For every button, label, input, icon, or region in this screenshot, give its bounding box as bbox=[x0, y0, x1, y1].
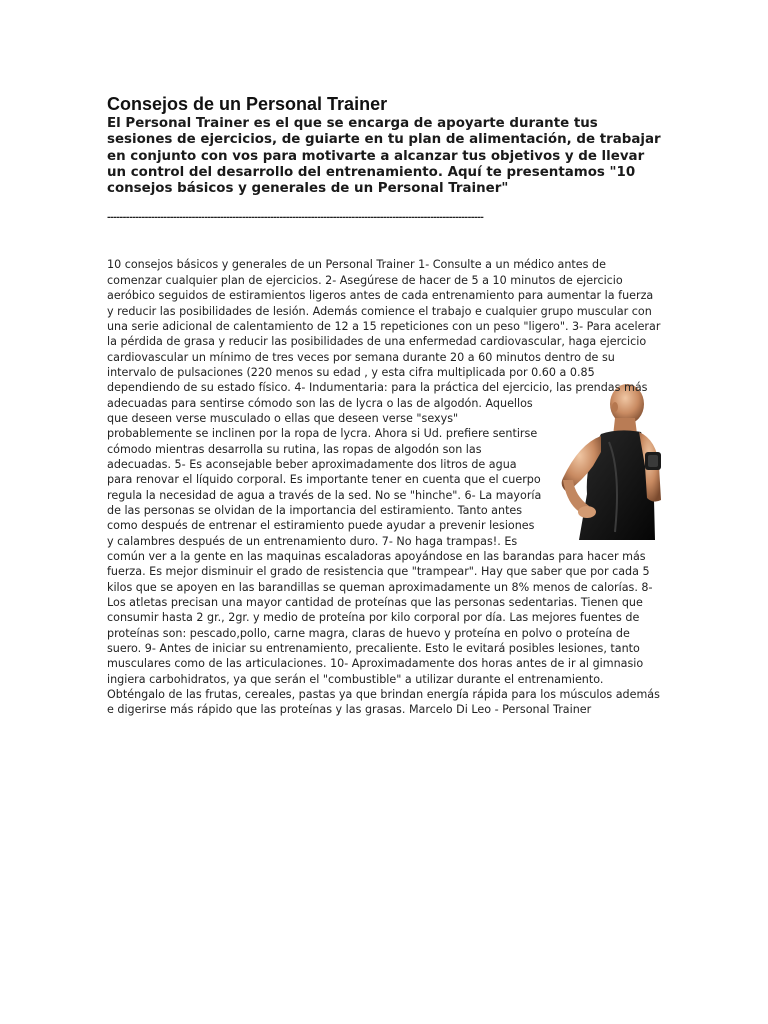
article-body bbox=[107, 257, 663, 717]
document-page bbox=[107, 93, 663, 718]
athlete-photo bbox=[549, 382, 677, 542]
body-text-part-1: 10 consejos básicos y generales de un Personal Trainer 1- Consulte a un médico antes de comenzar cualquier plan de ejercicios. 2- Asegúrese de hacer de 5 a 10 minutos de ejercicio aeróbico seguidos de estiramientos ligeros antes de cada entrenamiento para aumentar la fuerza y reducir las posibilidades de lesión. Además comience el trabajo e cualquier grupo muscular con una serie adicional de calentamiento de 12 a 15 repeticiones con un peso "ligero". 3- Para acelerar la pérdida de grasa y reducir las posibilidades de una enfermedad cardiovascular, haga ejercicio cardiovascular un mínimo de tres veces por semana durante 20 a 60 minutos dentro de su intervalo de pulsaciones (220 menos su edad , y esta cifra multiplicada por 0.60 a 0.85 dependiendo de su estado físico. bbox=[107, 258, 661, 395]
body-text-part-2: 4- Indumentaria: para la práctica del ejercicio, las prendas más adecuadas para sentirse cómodo son las de lycra o las de algodón. Aquellos que deseen verse musculado o ellas que deseen verse "sexys" probablemente se inclinen por la ropa de lycra. Ahora si Ud. prefiere sentirse cómodo mientras desarrolla su rutina, las ropas de algodón son las adecuadas. 5- Es aconsejable beber aproximadamente dos litros de agua para renovar el líquido corporal. Es importante tener en cuenta que el cuerpo regula la necesidad de agua a través de la sed. No se "hinche". 6- La mayoría de las personas se olvidan de la importancia del estiramiento. Tanto antes como después de entrenar el estiramiento puede ayudar a prevenir lesiones y calambres después de un entrenamiento duro. 7- No haga trampas!. Es común ver a la gente en las maquinas escaladoras apoyándose en las barandas para hacer más fuerza. Es mejor disminuir el grado de resistencia que "trampear". Hay que saber que por cada 5 kilos que se apoyen en las barandillas se queman aproximadamente un 8% menos de calorías. 8- Los atletas precisan una mayor cantidad de proteínas que las personas sedentarias. Tienen que consumir hasta 2 gr., 2gr. y medio de proteína por kilo corporal por día. Las mejores fuentes de proteínas son: pescado,pollo, carne magra, claras de huevo y proteína en polvo o proteína de suero. 9- Antes de iniciar su entrenamiento, precaliente. Esto le evitará posibles lesiones, tanto musculares como de las articulaciones. 10- Aproximadamente dos horas antes de ir al gimnasio ingiera carbohidratos, ya que serán el "combustible" a utilizar durante el entrenamiento. Obténgalo de las frutas, cereales, pastas ya que brindan energía rápida para los músculos además e digerirse más rápido que las proteínas y las grasas. Marcelo Di Leo - Personal Trainer bbox=[107, 381, 660, 717]
document-title: Consejos de un Personal Trainer bbox=[107, 94, 388, 114]
document-intro: El Personal Trainer es el que se encarga de apoyarte durante tus sesiones de ejercicios, de guiarte en tu plan de alimentación, de trabajar en conjunto con vos para motivarte a alcanzar tus objetivos y de llevar un control del desarrollo del entrenamiento. Aquí te presentamos "10 consejos básicos y generales de un Personal Trainer" bbox=[107, 116, 661, 197]
separator-line: ------------------------------------------------------------------------------------------------------------------------ bbox=[107, 213, 484, 224]
